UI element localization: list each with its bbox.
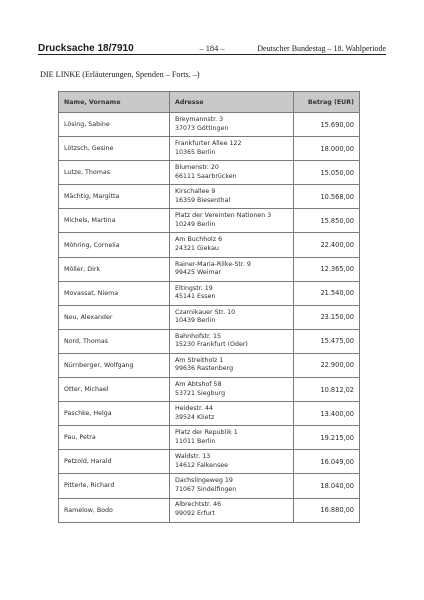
donations-table: [58, 91, 360, 523]
table-row: [59, 185, 360, 209]
donor-name: Petzold, Harald: [59, 450, 170, 474]
address-street: Czarnikauer Str. 10: [175, 308, 236, 316]
legislative-period: Deutscher Bundestag – 18. Wahlperiode: [257, 44, 386, 53]
donation-amount: 21.540,00: [294, 281, 360, 305]
donor-address: [170, 209, 294, 233]
address-street: Kirschallee 9: [175, 188, 216, 196]
address-street: Heidestr. 44: [175, 405, 214, 413]
donor-address: [170, 137, 294, 161]
donation-amount: 16.049,00: [294, 450, 360, 474]
donor-name: Lutze, Thomas: [59, 161, 170, 185]
table-row: [59, 426, 360, 450]
address-street: Frankfurter Allee 122: [175, 140, 242, 148]
donor-address: [170, 329, 294, 353]
address-city: 10365 Berlin: [175, 148, 216, 156]
table-row: [59, 353, 360, 377]
donor-address: [170, 281, 294, 305]
donor-address: [170, 257, 294, 281]
address-street: Am Buchholz 6: [175, 236, 223, 244]
table-row: [59, 113, 360, 137]
donor-name: Lösing, Sabine: [59, 113, 170, 137]
donation-amount: 18.040,00: [294, 474, 360, 498]
address-city: 39524 Klietz: [175, 413, 215, 421]
donation-amount: 15.690,00: [294, 113, 360, 137]
address-street: Breymannstr. 3: [175, 115, 224, 123]
address-city: 24321 Giekau: [175, 245, 219, 253]
donor-name: Michels, Martina: [59, 209, 170, 233]
address-city: 45141 Essen: [175, 293, 216, 301]
table-row: [59, 161, 360, 185]
donor-name: Mächtig, Margitta: [59, 185, 170, 209]
address-street: Am Streitholz 1: [175, 356, 224, 364]
address-street: Eltingstr. 19: [175, 284, 213, 292]
address-street: Am Abtshof 58: [175, 380, 222, 388]
table-row: [59, 137, 360, 161]
donation-amount: 23.150,00: [294, 305, 360, 329]
donor-name: Möller, Dirk: [59, 257, 170, 281]
donor-name: Nürnberger, Wolfgang: [59, 353, 170, 377]
donor-address: [170, 402, 294, 426]
donor-address: [170, 113, 294, 137]
table-row: [59, 209, 360, 233]
address-city: 10249 Berlin: [175, 220, 216, 228]
donation-amount: 15.850,00: [294, 209, 360, 233]
address-city: 99092 Erfurt: [175, 510, 215, 518]
donor-name: Ramelow, Bodo: [59, 498, 170, 522]
donor-address: [170, 474, 294, 498]
document-prefix: Drucksache 18/: [38, 43, 112, 54]
column-header-name: Name, Vorname: [59, 92, 170, 113]
address-street: Blumenstr. 20: [175, 164, 219, 172]
table-row: [59, 233, 360, 257]
address-city: 99425 Weimar: [175, 269, 222, 277]
address-street: Rainer-Maria-Rilke-Str. 9: [175, 260, 251, 268]
donor-name: Nord, Thomas: [59, 329, 170, 353]
donor-name: Neu, Alexander: [59, 305, 170, 329]
table-row: [59, 450, 360, 474]
donation-amount: 13.400,00: [294, 402, 360, 426]
address-city: 10439 Berlin: [175, 317, 216, 325]
table-header-row: [59, 92, 360, 113]
table-row: [59, 474, 360, 498]
table-row: [59, 257, 360, 281]
document-number-value: 7910: [111, 43, 134, 54]
table-row: [59, 305, 360, 329]
address-street: Waldstr. 13: [175, 453, 211, 461]
donor-name: Pitterle, Richard: [59, 474, 170, 498]
donation-amount: 18.000,00: [294, 137, 360, 161]
donor-address: [170, 450, 294, 474]
table-row: [59, 378, 360, 402]
donation-amount: 12.365,00: [294, 257, 360, 281]
table-row: [59, 402, 360, 426]
address-city: 37073 Göttingen: [175, 124, 229, 132]
donor-name: Möhring, Cornelia: [59, 233, 170, 257]
donation-amount: 16.880,00: [294, 498, 360, 522]
column-header-amount: Betrag (EUR): [294, 92, 360, 113]
donor-address: [170, 426, 294, 450]
address-city: 11011 Berlin: [175, 437, 216, 445]
donor-address: [170, 161, 294, 185]
donor-name: Movassat, Niema: [59, 281, 170, 305]
page-header: [38, 40, 386, 55]
donation-amount: 22.900,00: [294, 353, 360, 377]
address-city: 99636 Rastenberg: [175, 365, 234, 373]
table-body: [59, 113, 360, 523]
address-city: 53721 Siegburg: [175, 389, 226, 397]
address-city: 14612 Falkensee: [175, 461, 229, 469]
document-number: [38, 43, 178, 54]
address-street: Platz der Republik 1: [175, 429, 238, 437]
donor-address: [170, 233, 294, 257]
address-street: Albrechtstr. 46: [175, 501, 222, 509]
address-city: 15230 Frankfurt (Oder): [175, 341, 248, 349]
donation-amount: 10.812,02: [294, 378, 360, 402]
page-number: – 184 –: [199, 44, 225, 53]
section-title: DIE LINKE (Erläuterungen, Spenden – Forts. –): [40, 70, 200, 79]
donor-address: [170, 185, 294, 209]
donation-amount: 22.400,00: [294, 233, 360, 257]
address-street: Platz der Vereinten Nationen 3: [175, 212, 272, 220]
table-row: [59, 281, 360, 305]
address-city: 16359 Biesenthal: [175, 196, 231, 204]
address-street: Bahnhofstr. 15: [175, 332, 221, 340]
address-street: Dachslingeweg 19: [175, 477, 233, 485]
donation-amount: 15.050,00: [294, 161, 360, 185]
donation-amount: 15.475,00: [294, 329, 360, 353]
donation-amount: 19.215,00: [294, 426, 360, 450]
table-row: [59, 329, 360, 353]
column-header-address: Adresse: [170, 92, 294, 113]
donor-name: Pau, Petra: [59, 426, 170, 450]
address-city: 66111 Saarbrücken: [175, 172, 237, 180]
donor-name: Otter, Michael: [59, 378, 170, 402]
donor-address: [170, 305, 294, 329]
donor-address: [170, 498, 294, 522]
address-city: 71067 Sindelfingen: [175, 485, 237, 493]
donor-name: Paschke, Helga: [59, 402, 170, 426]
table-row: [59, 498, 360, 522]
donor-address: [170, 353, 294, 377]
donor-name: Lötzsch, Gesine: [59, 137, 170, 161]
donor-address: [170, 378, 294, 402]
donation-amount: 10.568,00: [294, 185, 360, 209]
